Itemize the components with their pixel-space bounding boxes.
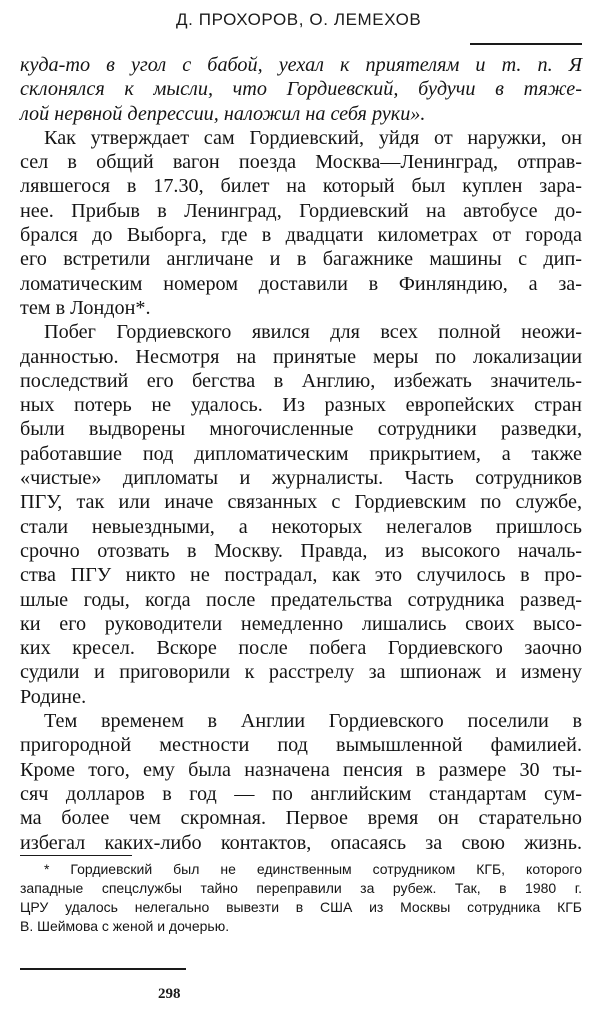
text-line: сел в общий вагон поезда Москва—Ленинград, отправ-	[20, 151, 582, 174]
text-line: «чистые» дипломаты и журналисты. Часть сотрудников	[20, 467, 582, 490]
text-line: ных потерь не удалось. Из разных европейских стран	[20, 394, 582, 417]
page-number: 298	[158, 986, 181, 1002]
text-line: ломатическим номером доставили в Финляндию, а за-	[20, 272, 582, 295]
text-line: брался до Выборга, где в двадцати километрах от города	[20, 224, 582, 247]
text-line: данностью. Несмотря на принятые меры по локализации	[20, 345, 582, 368]
footnote-line: * Гордиевский был не единственным сотрудником КГБ, которого	[44, 861, 582, 877]
text-line: сяч долларов в год — по английским стандартам сум-	[20, 782, 582, 805]
text-line: ства ПГУ никто не пострадал, как это случилось в про-	[20, 564, 582, 587]
running-head: Д. ПРОХОРОВ, О. ЛЕМЕХОВ	[176, 10, 422, 29]
header-rule	[470, 43, 582, 45]
text-line: работавшие под дипломатическим прикрытием, а также	[20, 442, 582, 465]
text-line: избегал каких-либо контактов, опасаясь за свою жизнь.	[20, 831, 582, 854]
text-line: последствий его бегства в Англию, избежать значитель-	[20, 369, 582, 392]
page-header	[0, 0, 600, 46]
text-line: склонялся к мысли, что Гордиевский, будучи в тяже-	[20, 78, 582, 101]
text-line: ПГУ, так или иначе связанных с Гордиевским по службе,	[20, 491, 582, 514]
text-line: Кроме того, ему была назначена пенсия в размере 30 ты-	[20, 758, 582, 781]
footnote-line: западные спецслужбы тайно переправили за рубеж. Так, в 1980 г.	[20, 880, 582, 896]
text-line: Побег Гордиевского явился для всех полной неожи-	[44, 321, 582, 344]
text-line: нее. Прибыв в Ленинград, Гордиевский на автобусе до-	[20, 199, 582, 222]
text-line: куда-то в угол с бабой, уехал к приятелям и т. п. Я	[20, 54, 582, 76]
text-line: тем в Лондон*.	[20, 296, 151, 319]
text-line: Как утверждает сам Гордиевский, уйдя от наружки, он	[44, 126, 582, 149]
text-line: ких кресел. Вскоре после побега Гордиевского заочно	[20, 637, 582, 660]
text-line: шлые годы, когда после предательства сотрудника развед-	[20, 588, 582, 611]
footnote-line: В. Шеймова с женой и дочерью.	[20, 918, 230, 934]
text-line: лявшегося в 17.30, билет на который был куплен зара-	[20, 175, 582, 198]
text-line: судили и приговорили к расстрелу за шпионаж и измену	[20, 661, 582, 684]
text-line: его встретили англичане и в багажнике машины с дип-	[20, 248, 582, 271]
text-line: Родине.	[20, 685, 87, 708]
footnote-line: ЦРУ удалось нелегально вывезти в США из Москвы сотрудника КГБ	[20, 899, 582, 915]
text-line: Тем временем в Англии Гордиевского поселили в	[44, 710, 582, 733]
footnote-rule	[20, 855, 132, 856]
text-line: лой нервной депрессии, наложил на себя руки».	[20, 102, 426, 125]
footnote	[20, 860, 582, 936]
text-line: пригородной местности под вымышленной фамилией.	[20, 734, 582, 757]
text-line: стали невыездными, а некоторых нелегалов пришлось	[20, 515, 582, 538]
text-line: ма более чем скромная. Первое время он старательно	[20, 807, 582, 830]
text-line: были выдворены многочисленные сотрудники разведки,	[20, 418, 582, 441]
text-line: срочно отозвать в Москву. Правда, из высокого началь-	[20, 539, 582, 562]
main-text	[20, 53, 582, 855]
footer-rule	[20, 968, 186, 970]
text-line: ки его руководители немедленно лишались своих высо-	[20, 612, 582, 635]
